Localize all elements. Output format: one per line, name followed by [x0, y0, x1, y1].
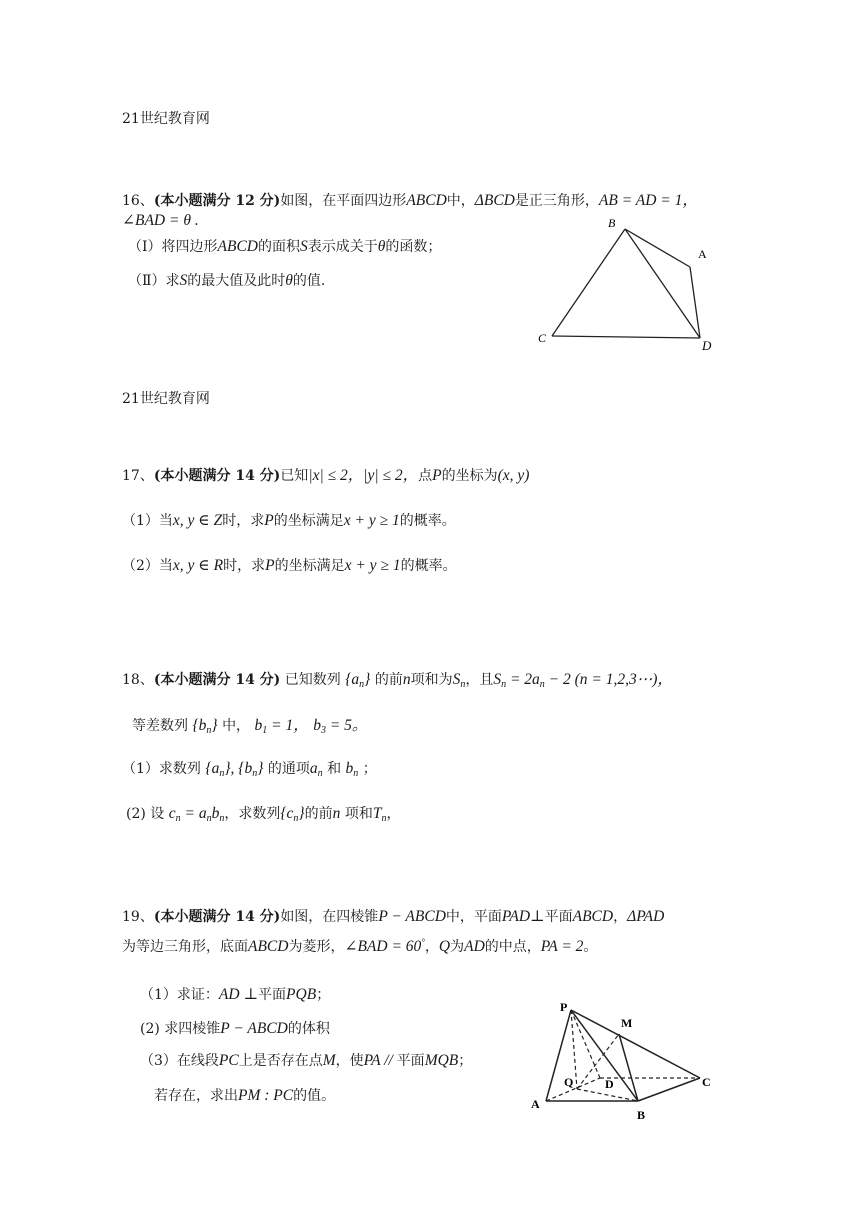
label-b: B [608, 216, 616, 230]
q17-line1: 17、(本小题满分 14 分)已知|x| ≤ 2，|y| ≤ 2，点P的坐标为(x, y) [122, 467, 530, 484]
q17-score: (本小题满分 14 分) [153, 468, 281, 484]
q18-part1: （1）求数列 $\{a_n\}$, $\{b_n\}$ 的通项$a_n$ 和 $b_n$ ； [122, 760, 377, 779]
q16-score: (本小题满分 12 分) [153, 193, 281, 209]
pyramid-figure [520, 995, 720, 1125]
q18-line1: 18、(本小题满分 14 分) 已知数列 $\{a_n\}$ 的前n项和为$S_n$，且$S_n = 2a_n - 2$ (n = 1,2,3⋯)， [122, 671, 673, 690]
q19-part3: （3）在线段PC上是否存在点M，使PA // 平面MQB； [140, 1052, 473, 1069]
q16-line2: ∠BAD = θ . [122, 212, 199, 229]
q18-number: 18、 [122, 672, 154, 688]
edge-bc [552, 229, 625, 336]
edge-bd [625, 229, 700, 338]
q17-part2: （2）当x, y ∈ R时，求P的坐标满足x + y ≥ 1的概率。 [122, 557, 457, 574]
watermark-text: 21世纪教育网 [122, 391, 210, 407]
q19-score: (本小题满分 14 分) [153, 909, 281, 925]
edge-bc [638, 1078, 700, 1101]
label-a: A [698, 247, 707, 261]
q18-score: (本小题满分 14 分) [153, 672, 281, 688]
q16-number: 16、 [122, 193, 154, 209]
q19-line1: 19、(本小题满分 14 分)如图，在四棱锥P − ABCD中，平面PAD⊥平面ABCD，ΔPAD [122, 908, 665, 925]
edge-pc [571, 1010, 700, 1078]
q18-line2: 等差数列 $\{b_n\}$ 中， $b_1 = 1$， $b_3 = 5$。 [132, 717, 368, 736]
q19-part1: （1）求证：AD ⊥平面PQB； [140, 986, 331, 1003]
q16-part1: （Ⅰ）将四边形ABCD的面积S表示成关于θ的函数； [128, 238, 442, 255]
label-d: D [605, 1077, 614, 1091]
label-c: C [538, 331, 547, 345]
q17-part1: （1）当x, y ∈ Z时，求P的坐标满足x + y ≥ 1的概率。 [122, 512, 456, 529]
label-a: A [531, 1097, 540, 1111]
q16-part2: （Ⅱ）求S的最大值及此时θ的值. [128, 272, 326, 289]
edge-ad [690, 267, 700, 338]
q19-line2: 为等边三角形，底面ABCD为菱形，∠BAD = 60°，Q为AD的中点，PA = 2。 [122, 936, 598, 955]
watermark-text: 21世纪教育网 [122, 111, 210, 127]
q16-line1: 16、(本小题满分 12 分)如图，在平面四边形ABCD中，ΔBCD是正三角形，AB = AD = 1， [122, 192, 698, 209]
q19-part4: 若存在，求出PM : PC的值。 [154, 1087, 336, 1104]
q19-part2: (2) 求四棱锥P − ABCD的体积 [140, 1020, 330, 1037]
edge-cd [552, 336, 700, 338]
label-m: M [621, 1016, 633, 1030]
q19-number: 19、 [122, 909, 154, 925]
label-p: P [560, 1000, 568, 1014]
label-c: C [702, 1075, 711, 1089]
label-d: D [702, 338, 712, 353]
q18-part2: (2) 设 $c_n = a_nb_n$，求数列$\{c_n\}$的前n 项和$T_n$， [126, 805, 401, 824]
label-b: B [637, 1108, 646, 1122]
quadrilateral-figure [530, 210, 730, 355]
q17-number: 17、 [122, 468, 154, 484]
edge-ba [625, 229, 690, 267]
label-q: Q [564, 1075, 574, 1089]
